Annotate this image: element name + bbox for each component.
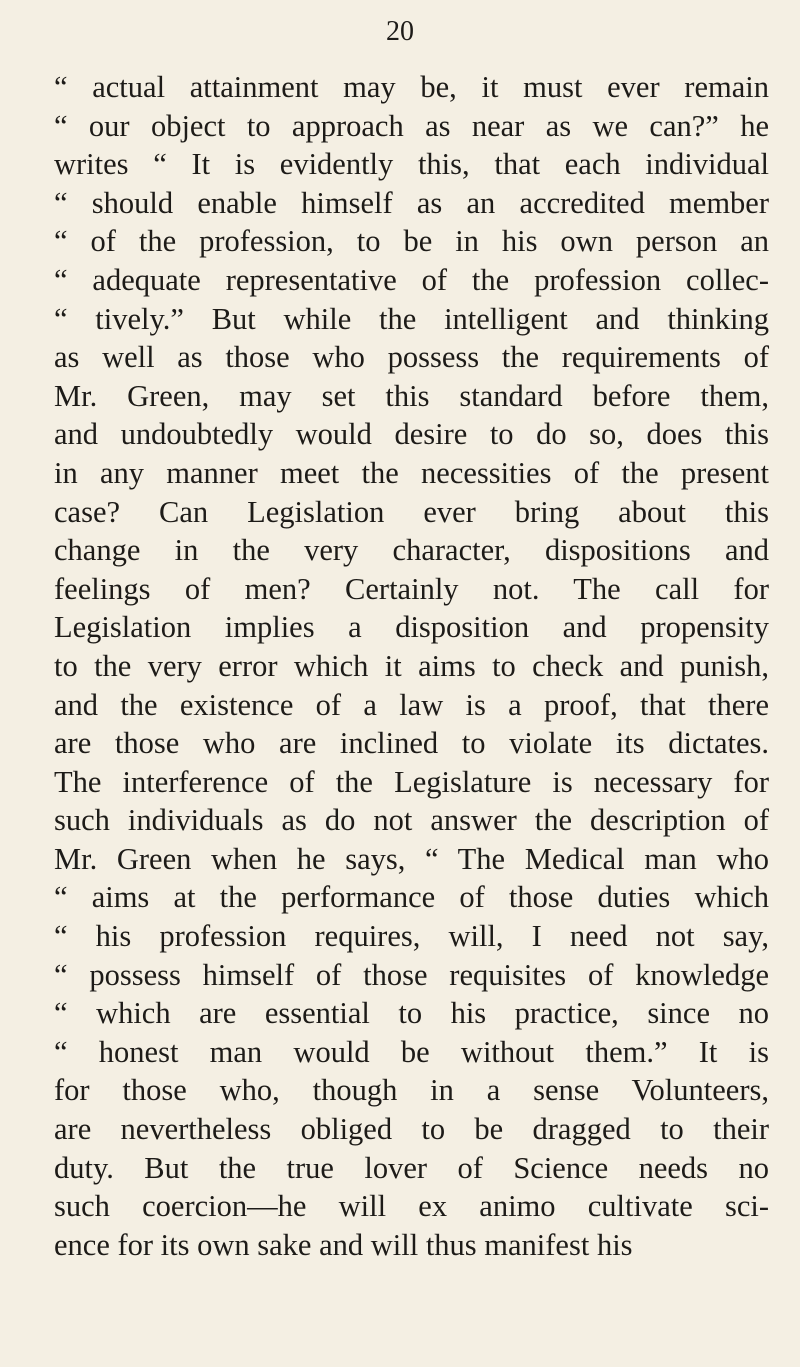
text-line: for those who, though in a sense Volunteers, — [54, 1073, 769, 1108]
text-line: case? Can Legislation ever bring about this — [54, 494, 769, 529]
text-line: “ of the profession, to be in his own person an — [54, 224, 769, 259]
text-line: change in the very character, dispositions and — [54, 533, 769, 568]
text-line: “ aims at the performance of those duties which — [54, 880, 769, 915]
text-line: and the existence of a law is a proof, that there — [54, 687, 769, 722]
text-line: The interference of the Legislature is necessary for — [54, 764, 769, 799]
text-line: “ his profession requires, will, I need not say, — [54, 919, 769, 954]
text-line: in any manner meet the necessities of the present — [54, 455, 769, 490]
page-number: 20 — [386, 16, 414, 47]
text-line: “ which are essential to his practice, since no — [54, 996, 769, 1031]
text-line: are those who are inclined to violate its dictates. — [54, 726, 769, 761]
text-line: such individuals as do not answer the description of — [54, 803, 769, 838]
text-line: “ honest man would be without them.” It is — [54, 1034, 769, 1069]
body-text — [54, 68, 769, 1264]
text-line: “ tively.” But while the intelligent and thinking — [54, 301, 769, 336]
text-line: Mr. Green when he says, “ The Medical man who — [54, 841, 769, 876]
text-line: “ adequate representative of the profession collec- — [54, 262, 769, 297]
text-line: ence for its own sake and will thus manifest his — [54, 1227, 633, 1262]
text-line: feelings of men? Certainly not. The call for — [54, 571, 769, 606]
text-line: Legislation implies a disposition and propensity — [54, 610, 769, 645]
text-line: “ actual attainment may be, it must ever remain — [54, 70, 769, 104]
text-line: are nevertheless obliged to be dragged to their — [54, 1112, 769, 1147]
text-line: “ possess himself of those requisites of knowledge — [54, 957, 769, 992]
text-line: writes “ It is evidently this, that each individual — [54, 147, 769, 182]
text-line: “ our object to approach as near as we can?” he — [54, 108, 769, 143]
text-line: Mr. Green, may set this standard before them, — [54, 378, 769, 413]
text-line: to the very error which it aims to check and punish, — [54, 648, 769, 683]
text-line: such coercion—he will ex animo cultivate sci- — [54, 1189, 769, 1224]
text-line: duty. But the true lover of Science needs no — [54, 1150, 769, 1185]
text-line: as well as those who possess the requirements of — [54, 340, 769, 375]
text-line: “ should enable himself as an accredited member — [54, 185, 769, 220]
text-line: and undoubtedly would desire to do so, does this — [54, 417, 769, 452]
